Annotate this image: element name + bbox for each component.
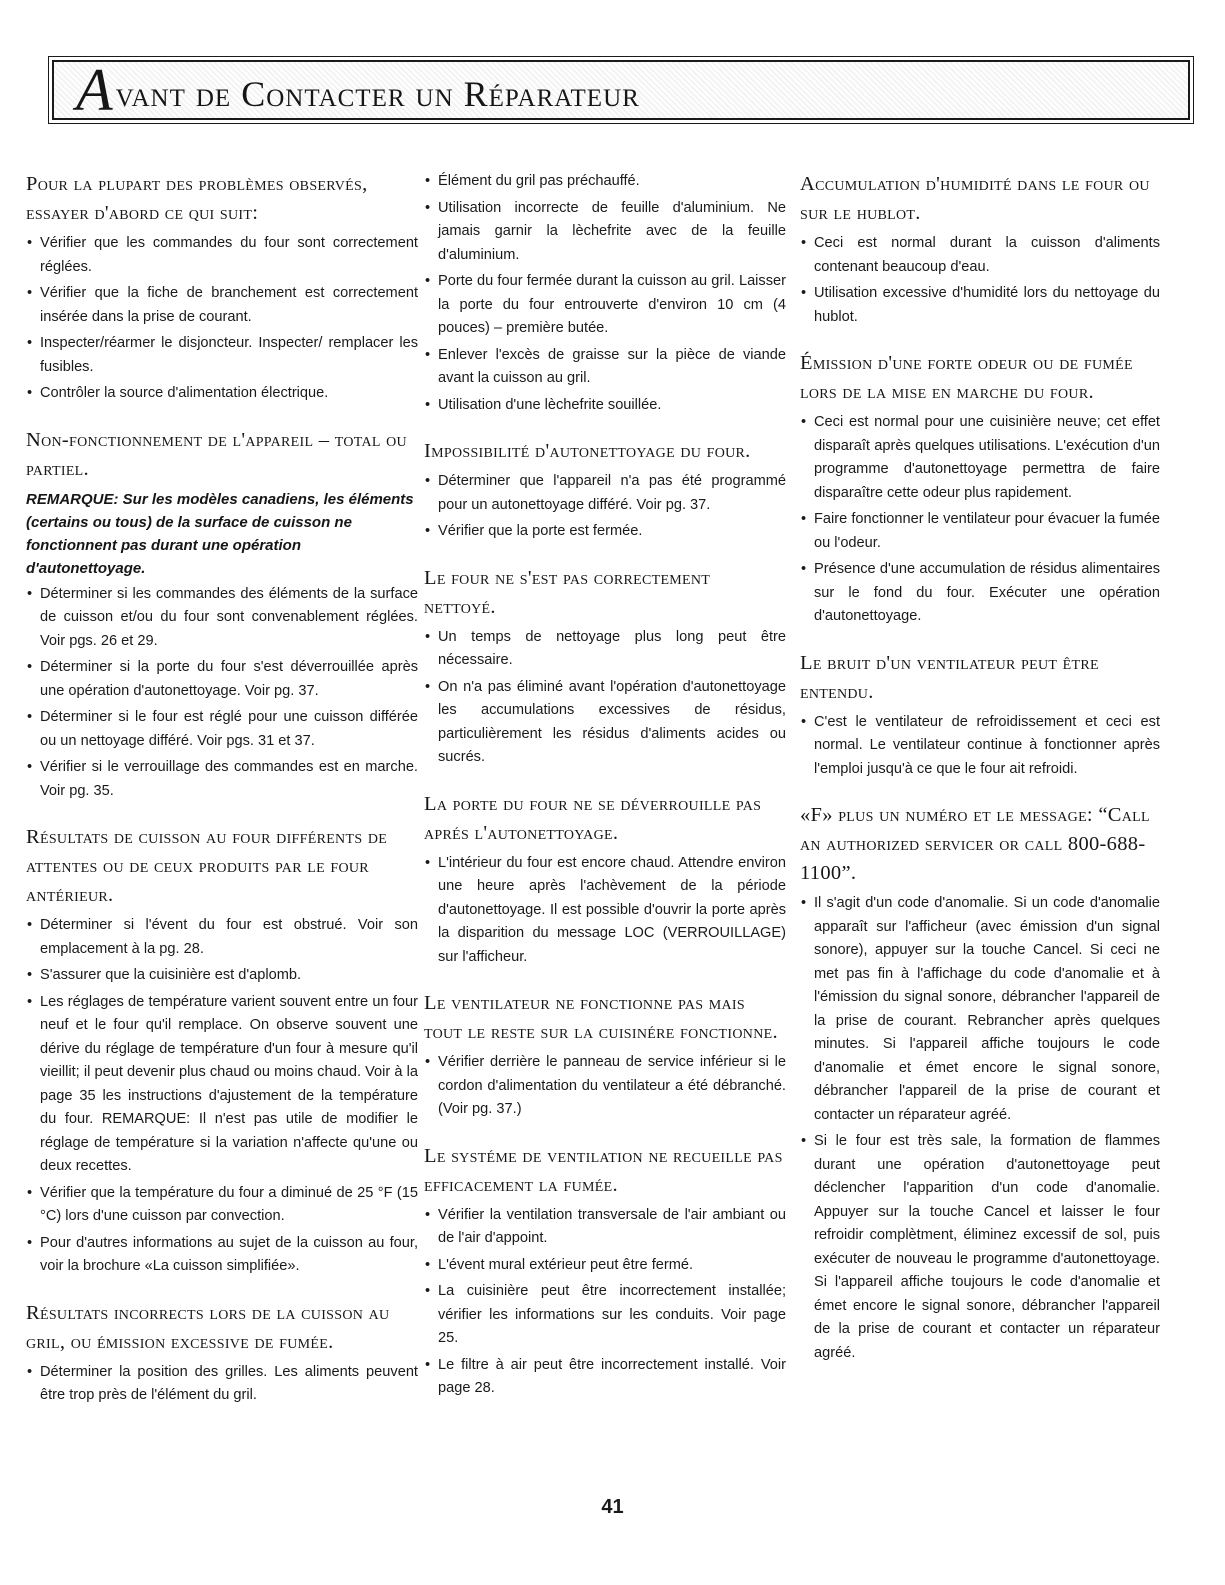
item-list — [26, 914, 418, 1279]
section-broiling-results — [26, 1299, 418, 1408]
list-item: • Un temps de nettoyage plus long peut être nécessaire. — [424, 626, 786, 673]
list-item: • Utilisation excessive d'humidité lors du nettoyage du hublot. — [800, 282, 1160, 329]
column-left — [26, 170, 418, 1428]
item-list — [26, 1361, 418, 1408]
item-list — [26, 232, 418, 406]
item-list — [800, 711, 1160, 782]
list-item: • Déterminer si le four est réglé pour une cuisson différée ou un nettoyage différé. Voir pgs. 31 et 37. — [26, 706, 418, 753]
list-item: • Élément du gril pas préchauffé. — [424, 170, 786, 194]
section-heading: Le ventilateur ne fonctionne pas mais tout le reste sur la cuisinére fonctionne. — [424, 992, 778, 1043]
list-item: • Déterminer la position des grilles. Les aliments peuvent être trop près de l'élément du gril. — [26, 1361, 418, 1408]
list-item: • Porte du four fermée durant la cuisson au gril. Laisser la porte du four entrouverte d'environ 10 cm (4 pouces) – première butée. — [424, 270, 786, 341]
list-item: • Déterminer si l'évent du four est obstrué. Voir son emplacement à la pg. 28. — [26, 914, 418, 961]
section-heading: Accumulation d'humidité dans le four ou sur le hublot. — [800, 173, 1150, 224]
list-item: • Ceci est normal pour une cuisinière neuve; cet effet disparaît après quelques utilisations. L'exécution d'un programme d'autonettoyage permettra de faire disparaître cette odeur plus rapidement. — [800, 411, 1160, 505]
list-item: • Ceci est normal durant la cuisson d'aliments contenant beaucoup d'eau. — [800, 232, 1160, 279]
list-item: • Vérifier que la température du four a diminué de 25 °F (15 °C) lors d'une cuisson par convection. — [26, 1182, 418, 1229]
section-not-cleaned — [424, 564, 786, 770]
list-item: • Il s'agit d'un code d'anomalie. Si un code d'anomalie apparaît sur l'afficheur (avec émission d'un signal sonore), appuyer sur la touche Cancel. Si ceci ne met pas fin à l'affichage du code d'anomalie et à l'émission du signal sonore, débrancher l'appareil de la prise de courant. Rebrancher après quelques minutes. Si l'appareil affiche toujours le code d'anomalie et émet encore le signal sonore, débrancher l'appareil de la prise de courant et contacter un réparateur agréé. — [800, 892, 1160, 1127]
section-heading: Le four ne s'est pas correctement nettoyé. — [424, 566, 711, 618]
list-item: • C'est le ventilateur de refroidissement et ceci est normal. Le ventilateur continue à fonctionner après l'emploi jusqu'à ce que le four ait refroidi. — [800, 711, 1160, 782]
section-heading: Non-fonctionnement de l'appareil – total ou partiel. — [26, 428, 407, 480]
item-list — [424, 626, 786, 770]
list-item: • Vérifier si le verrouillage des commandes est en marche. Voir pg. 35. — [26, 756, 418, 803]
list-item: • Déterminer si les commandes des éléments de la surface de cuisson et/ou du four sont convenablement réglées. Voir pgs. 26 et 29. — [26, 583, 418, 654]
section-heading: La porte du four ne se déverrouille pas aprés l'autonettoyage. — [424, 792, 762, 844]
list-item: • Vérifier que la porte est fermée. — [424, 520, 786, 544]
list-item: • L'évent mural extérieur peut être fermé. — [424, 1254, 786, 1278]
list-item: • La cuisinière peut être incorrectement installée; vérifier les informations sur les conduits. Voir page 25. — [424, 1280, 786, 1351]
list-item: • Les réglages de température varient souvent entre un four neuf et le four qu'il remplace. On observe souvent une dérive du réglage de température d'un four à mesure qu'il vieillit; il peut devenir plus chaud ou moins chaud. Voir à la page 35 les instructions d'ajustement de la température du four. REMARQUE: Il n'est pas utile de modifier le réglage de température si la variation n'affecte qu'une ou deux recettes. — [26, 991, 418, 1179]
section-heading: Émission d'une forte odeur ou de fumée lors de la mise en marche du four. — [800, 352, 1133, 403]
list-item: • Vérifier que les commandes du four sont correctement réglées. — [26, 232, 418, 279]
list-item: • On n'a pas éliminé avant l'opération d'autonettoyage les accumulations excessives de résidus, particulièrement les résidus d'aliments acides ou sucrés. — [424, 676, 786, 770]
section-heading: Résultats de cuisson au four différents de attentes ou de ceux produits par le four antérieur. — [26, 826, 388, 906]
section-broiling-results-cont — [424, 170, 786, 417]
list-item: • Utilisation d'une lèchefrite souillée. — [424, 394, 786, 418]
list-item: • Vérifier la ventilation transversale de l'air ambiant ou de l'air d'appoint. — [424, 1204, 786, 1251]
list-item: • Le filtre à air peut être incorrectement installé. Voir page 28. — [424, 1354, 786, 1401]
item-list — [424, 470, 786, 544]
list-item: • Utilisation incorrecte de feuille d'aluminium. Ne jamais garnir la lèchefrite avec de la feuille d'aluminium. — [424, 197, 786, 268]
section-baking-results — [26, 823, 418, 1279]
list-item: • L'intérieur du four est encore chaud. Attendre environ une heure après l'achèvement de la période d'autonettoyage. Il est possible d'ouvrir la porte après la disparition du message LOC (VERROUILLAGE) sur l'afficheur. — [424, 852, 786, 970]
section-heading: Résultats incorrects lors de la cuisson au gril, ou émission excessive de fumée. — [26, 1301, 390, 1353]
item-list — [424, 1204, 786, 1401]
column-middle — [424, 170, 786, 1421]
list-item: • Vérifier que la fiche de branchement est correctement insérée dans la prise de courant. — [26, 282, 418, 329]
item-list — [800, 411, 1160, 629]
item-list — [424, 1051, 786, 1122]
list-item: • S'assurer que la cuisinière est d'aplomb. — [26, 964, 418, 988]
column-right — [800, 170, 1160, 1385]
list-item: • Présence d'une accumulation de résidus alimentaires sur le fond du four. Exécuter une opération d'autonettoyage. — [800, 558, 1160, 629]
list-item: • Vérifier derrière le panneau de service inférieur si le cordon d'alimentation du ventilateur a été débranché. (Voir pg. 37.) — [424, 1051, 786, 1122]
section-door-locked — [424, 790, 786, 970]
section-self-clean-impossible — [424, 437, 786, 544]
list-item: • Pour d'autres informations au sujet de la cuisson au four, voir la brochure «La cuisson simplifiée». — [26, 1232, 418, 1279]
list-item: • Enlever l'excès de graisse sur la pièce de viande avant la cuisson au gril. — [424, 344, 786, 391]
section-heading: Le systéme de ventilation ne recueille pas efficacement la fumée. — [424, 1144, 783, 1196]
list-item: • Contrôler la source d'alimentation électrique. — [26, 382, 418, 406]
page-title-banner — [52, 57, 1190, 123]
list-item: • Inspecter/réarmer le disjoncteur. Inspecter/ remplacer les fusibles. — [26, 332, 418, 379]
page-number: 41 — [601, 1496, 624, 1518]
item-list — [26, 583, 418, 804]
list-item: • Faire fonctionner le ventilateur pour évacuer la fumée ou l'odeur. — [800, 508, 1160, 555]
item-list — [800, 232, 1160, 329]
list-item: • Si le four est très sale, la formation de flammes durant une opération d'autonettoyage peut déclencher l'apparition d'un code d'anomalie. Appuyer sur la touche Cancel et laisser le four refroidir complètment, éliminez excessif de sol, puis exécuter de nouveau le programme d'autonettoyage. Si l'appareil affiche toujours le code d'anomalie et émet encore le signal sonore, débrancher l'appareil de la prise de courant et contacter un réparateur agréé. — [800, 1130, 1160, 1365]
item-list — [424, 170, 786, 417]
section-ventilation-system — [424, 1142, 786, 1401]
section-note: REMARQUE: Sur les modèles canadiens, les éléments (certains ou tous) de la surface de cuisson ne fonctionnent pas durant une opération d'autonettoyage. — [26, 490, 414, 577]
section-heading: Le bruit d'un ventilateur peut être entendu. — [800, 651, 1099, 703]
page-title — [76, 57, 640, 123]
section-general-problems — [26, 170, 418, 406]
section-fan-noise — [800, 649, 1160, 782]
section-heading: Impossibilité d'autonettoyage du four. — [424, 440, 751, 462]
section-heading: «F» plus un numéro et le message: “Call an authorized servicer or call 800-688-1100”. — [800, 804, 1150, 884]
section-humidity — [800, 170, 1160, 329]
section-error-code — [800, 801, 1160, 1365]
section-fan-not-working — [424, 989, 786, 1122]
page-title-initial: A — [76, 57, 114, 123]
section-odor-smoke — [800, 349, 1160, 629]
section-heading: Pour la plupart des problèmes observés, essayer d'abord ce qui suit: — [26, 173, 368, 224]
list-item: • Déterminer que l'appareil n'a pas été programmé pour un autonettoyage différé. Voir pg. 37. — [424, 470, 786, 517]
list-item: • Déterminer si la porte du four s'est déverrouillée après une opération d'autonettoyage. Voir pg. 37. — [26, 656, 418, 703]
item-list — [424, 852, 786, 970]
section-non-functioning — [26, 426, 418, 804]
page-title-rest: vant de Contacter un Réparateur — [115, 74, 640, 114]
item-list — [800, 892, 1160, 1365]
